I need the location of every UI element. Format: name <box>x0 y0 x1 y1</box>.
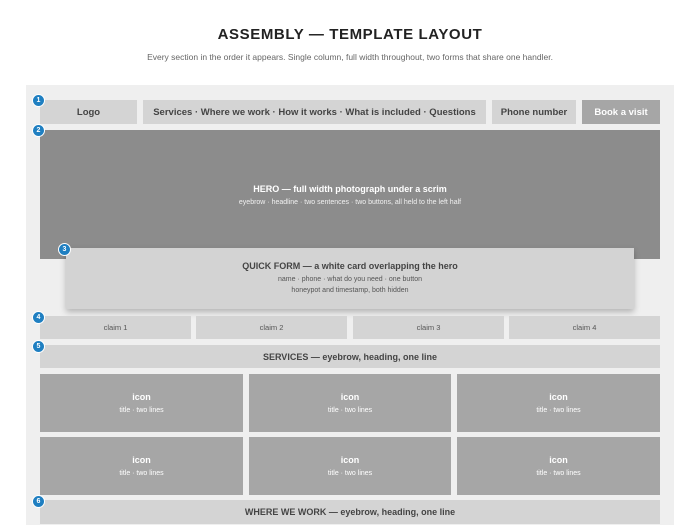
page-title: ASSEMBLY — TEMPLATE LAYOUT <box>217 26 483 43</box>
section-badge-3: 3 <box>58 243 71 256</box>
claim-block: claim 2 <box>196 316 347 339</box>
service-card-icon-label: icon <box>340 392 360 402</box>
service-card-icon-label: icon <box>549 392 568 402</box>
section-badge-5: 5 <box>32 340 45 353</box>
layout-canvas <box>26 85 674 525</box>
hero-block <box>40 130 660 259</box>
service-card-icon-label: icon <box>340 455 360 465</box>
page-subtitle: Every section in the order it appears. Single column, full width throughout, two forms that share one handler. <box>147 52 553 62</box>
service-card <box>249 374 451 432</box>
quick-form-detail-2: honeypot and timestamp, both hidden <box>291 287 409 294</box>
section-badge-6: 6 <box>32 495 45 508</box>
service-card-text: title · two lines <box>327 407 373 414</box>
service-card-icon-label: icon <box>132 455 151 465</box>
hero-heading: HERO — full width photograph under a scrim <box>253 183 447 194</box>
nav-logo-block: Logo <box>40 100 137 124</box>
service-card <box>457 437 660 495</box>
nav-links-block: Services · Where we work · How it works · What is included · Questions <box>143 100 486 124</box>
service-card <box>249 437 451 495</box>
where-we-work-heading-band: WHERE WE WORK — eyebrow, heading, one line <box>40 500 660 524</box>
service-card-icon-label: icon <box>132 392 151 402</box>
claim-block: claim 3 <box>353 316 504 339</box>
services-heading-band: SERVICES — eyebrow, heading, one line <box>40 345 660 368</box>
service-card-icon-label: icon <box>549 455 568 465</box>
section-badge-1: 1 <box>32 94 45 107</box>
section-badge-2: 2 <box>32 124 45 137</box>
claim-block: claim 4 <box>509 316 660 339</box>
service-card <box>40 437 243 495</box>
hero-detail: eyebrow · headline · two sentences · two buttons, all held to the left half <box>238 198 462 206</box>
service-card-text: title · two lines <box>327 470 373 477</box>
service-card-text: title · two lines <box>536 407 581 414</box>
nav-book-visit-block: Book a visit <box>582 100 660 124</box>
section-badge-4: 4 <box>32 311 45 324</box>
quick-form-detail-1: name · phone · what do you need · one button <box>278 276 422 283</box>
service-card-text: title · two lines <box>119 407 164 414</box>
claim-block: claim 1 <box>40 316 191 339</box>
service-card-text: title · two lines <box>536 470 581 477</box>
service-card <box>40 374 243 432</box>
quick-form-heading: QUICK FORM — a white card overlapping the hero <box>242 261 458 271</box>
nav-phone-block: Phone number <box>492 100 576 124</box>
service-card-text: title · two lines <box>119 470 164 477</box>
quick-form-block <box>66 248 634 309</box>
service-card <box>457 374 660 432</box>
